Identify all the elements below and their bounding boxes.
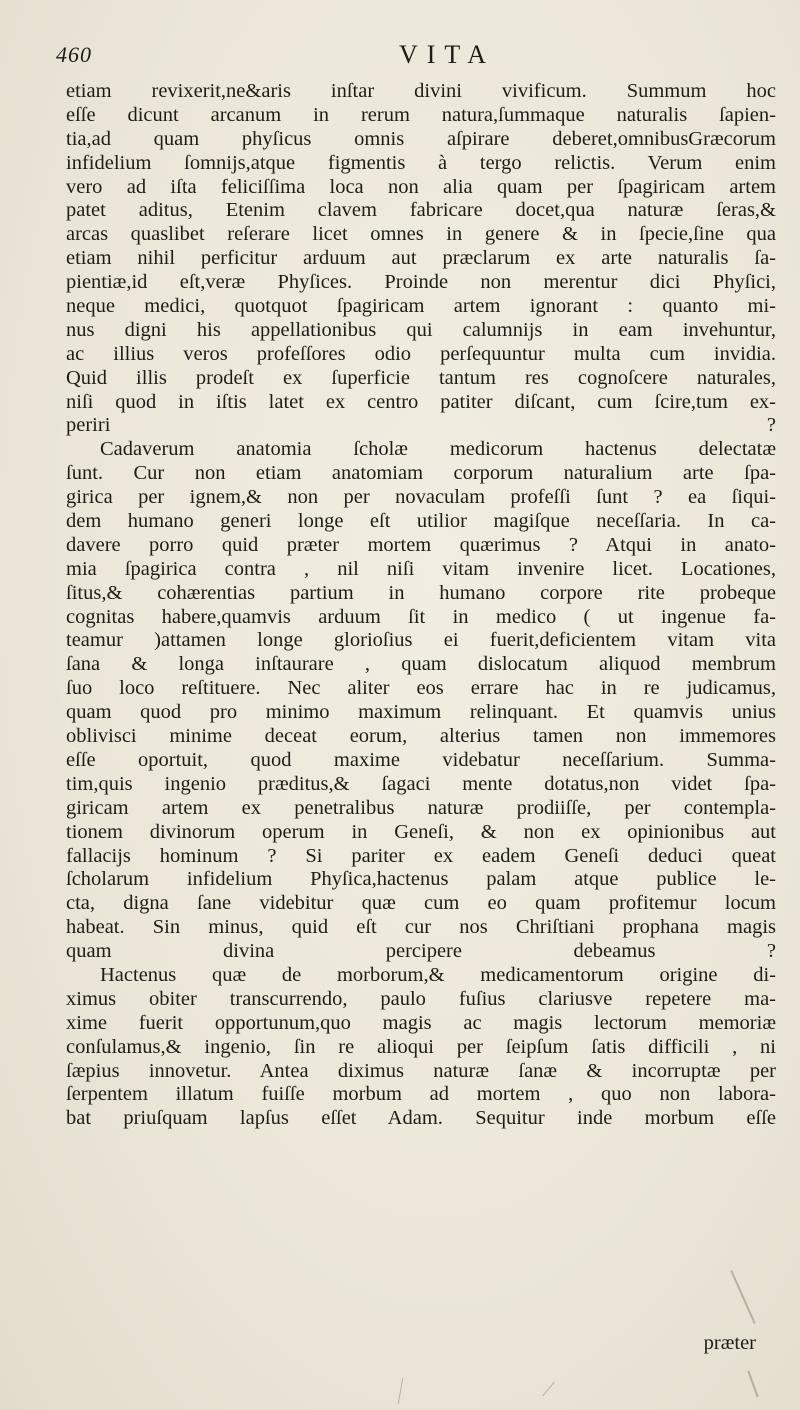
text-line: ſæpius innovetur. Antea diximus naturæ ſanæ & incorruptæ per [66, 1059, 776, 1082]
text-line: periri ? [66, 414, 776, 437]
text-line: ac illius veros profeſſores odio perſequuntur multa cum invidia. [66, 342, 776, 365]
text-line: bat priuſquam lapſus eſſet Adam. Sequitur inde morbum eſſe [66, 1107, 776, 1130]
text-line: ſuo loco reſtituere. Nec aliter eos errare hac in re judicamus, [66, 677, 776, 700]
text-line: ſunt. Cur non etiam anatomiam corporum naturalium arte ſpa- [66, 462, 776, 485]
text-line: quam divina percipere debeamus ? [66, 940, 776, 963]
running-head: VITA [399, 40, 496, 69]
page-number: 460 [56, 42, 92, 67]
page-header [56, 42, 776, 72]
text-line: conſulamus,& ingenio, ſin re alioqui per ſeipſum ſatis difficili , ni [66, 1035, 776, 1058]
text-line: dem humano generi longe eſt utilior magiſque neceſſaria. In ca- [66, 510, 776, 533]
text-line: xime fuerit opportunum,quo magis ac magis lectorum memoriæ [66, 1011, 776, 1034]
text-line: eſſe oportuit, quod maxime videbatur neceſſarium. Summa- [66, 748, 776, 771]
text-line: davere porro quid præter mortem quærimus ? Atqui in anato- [66, 533, 776, 556]
body-text [66, 80, 776, 1131]
text-line: vero ad iſta feliciſſima loca non alia quam per ſpagiricam artem [66, 175, 776, 198]
text-line: ſana & longa inſtaurare , quam dislocatum aliquod membrum [66, 653, 776, 676]
text-line: cognitas habere,quamvis arduum ſit in medico ( ut ingenue fa- [66, 605, 776, 628]
text-line: tim,quis ingenio præditus,& ſagaci mente dotatus,non videt ſpa- [66, 772, 776, 795]
text-line: patet aditus, Etenim clavem fabricare docet,qua naturæ ſeras,& [66, 199, 776, 222]
text-line: cta, digna ſane videbitur quæ cum eo quam profitemur locum [66, 892, 776, 915]
text-line: oblivisci minime deceat eorum, alterius tamen non immemores [66, 725, 776, 748]
text-line: arcas quaslibet reſerare licet omnes in genere & in ſpecie,ſine qua [66, 223, 776, 246]
text-line: etiam nihil perficitur arduum aut præclarum ex arte naturalis ſa- [66, 247, 776, 270]
text-line: quam quod pro minimo maximum relinquant. Et quamvis unius [66, 701, 776, 724]
ink-stroke [398, 1378, 403, 1404]
text-line: fallacijs hominum ? Si pariter ex eadem Geneſi deduci queat [66, 844, 776, 867]
text-line: teamur )attamen longe glorioſius ei fuerit,deficientem vitam vita [66, 629, 776, 652]
text-line: habeat. Sin minus, quid eſt cur nos Chriſtiani prophana magis [66, 916, 776, 939]
text-line: infidelium ſomnijs,atque figmentis à tergo relictis. Verum enim [66, 151, 776, 174]
text-line: giricam artem ex penetralibus naturæ prodiiſſe, per contempla- [66, 796, 776, 819]
ink-stroke [730, 1270, 755, 1324]
text-line: Quid illis prodeſt ex ſuperficie tantum res cognoſcere naturales, [66, 366, 776, 389]
text-line: ſcholarum infidelium Phyſica,hactenus palam atque publice le- [66, 868, 776, 891]
text-line: neque medici, quotquot ſpagiricam artem ignorant : quanto mi- [66, 295, 776, 318]
text-line: girica per ignem,& non per novaculam profeſſi ſunt ? ea ſiqui- [66, 486, 776, 509]
ink-stroke [747, 1371, 758, 1398]
text-line: tionem divinorum operum in Geneſi, & non ex opinionibus aut [66, 820, 776, 843]
text-line: tia,ad quam phyſicus omnis aſpirare deberet,omnibusGræcorum [66, 127, 776, 150]
text-line: ximus obiter transcurrendo, paulo fuſius clariusve repetere ma- [66, 987, 776, 1010]
text-line: pientiæ,id eſt,veræ Phyſices. Proinde non merentur dici Phyſici, [66, 271, 776, 294]
text-line: mia ſpagirica contra , nil niſi vitam invenire licet. Locationes, [66, 557, 776, 580]
text-line: Hactenus quæ de morborum,& medicamentorum origine di- [100, 963, 776, 986]
text-line: ſitus,& cohærentias partium in humano corpore rite probeque [66, 581, 776, 604]
text-line: eſſe dicunt arcanum in rerum natura,ſummaque naturalis ſapien- [66, 103, 776, 126]
catchword: præter [703, 1332, 756, 1354]
text-line: etiam revixerit,ne&aris inſtar divini vivificum. Summum hoc [66, 80, 776, 102]
text-line: ſerpentem illatum fuiſſe morbum ad mortem , quo non labora- [66, 1083, 776, 1106]
text-line: Cadaverum anatomia ſcholæ medicorum hactenus delectatæ [100, 438, 776, 461]
ink-stroke [542, 1382, 554, 1396]
text-line: niſi quod in iſtis latet ex centro patiter diſcant, cum ſcire,tum ex- [66, 390, 776, 413]
text-line: nus digni his appellationibus qui calumnijs in eam invehuntur, [66, 318, 776, 341]
